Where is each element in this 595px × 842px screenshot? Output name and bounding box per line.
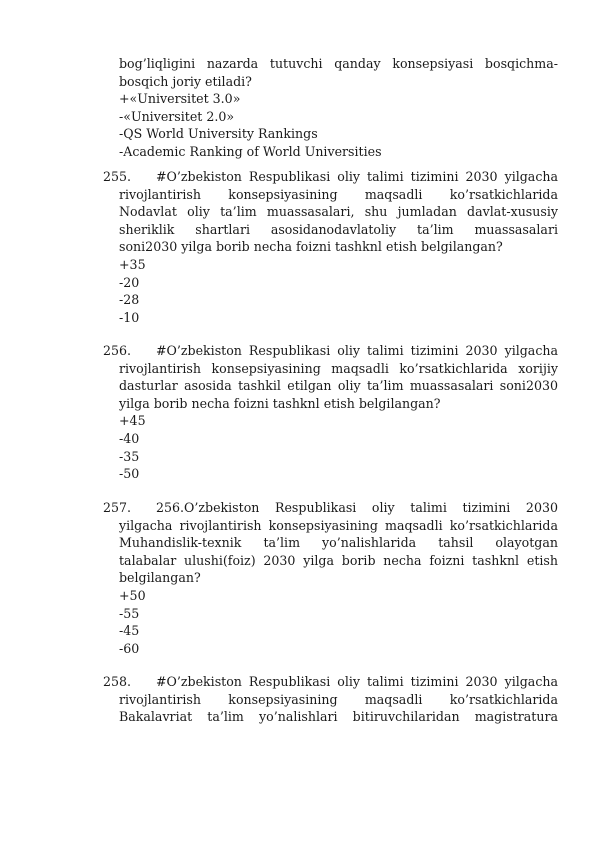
answer-option: -45 [119,623,140,639]
question-text-line: yilgacha rivojlantirish konsepsiyasining maqsadli ko’rsatkichlarida [119,517,558,533]
question-text-line: belgilangan? [119,570,201,586]
question-text-line: dasturlar asosida tashkil etilgan oliy ta’lim muassasalari soni2030 [119,378,558,394]
question-number: 257. [103,500,132,515]
question-text-line: Nodavlat oliy ta’lim muassasalari, shu jumladan davlat-xususiy [119,204,558,220]
answer-option: +45 [119,413,146,429]
answer-option: -Academic Ranking of World Universities [119,144,382,159]
question-text-line: #O’zbekiston Respublikasi oliy talimi tizimini 2030 yilgacha [156,343,558,358]
answer-option: -35 [119,448,140,464]
question-text-line: sheriklik shartlari asosidanodavlatoliy ta’lim muassasalari [119,221,558,237]
answer-option: -28 [119,292,140,308]
answer-option: -10 [119,309,140,325]
question-text-line: bosqich joriy etiladi? [119,73,252,89]
question-text-line: #O’zbekiston Respublikasi oliy talimi tizimini 2030 yilgacha [156,169,558,184]
question-text-line: bog’liqligini nazarda tutuvchi qanday konsepsiyasi bosqichma- [119,56,558,71]
answer-option: -«Universitet 2.0» [119,108,235,124]
question-text-line: talabalar ulushi(foiz) 2030 yilga borib necha foizni tashknl etish [119,552,558,568]
answer-option: -55 [119,605,140,621]
answer-option: +«Universitet 3.0» [119,91,241,107]
question-number: 255. [103,169,132,184]
question-text-line: rivojlantirish konsepsiyasining maqsadli ko’rsatkichlarida [119,186,558,202]
answer-option: -20 [119,274,140,290]
answer-option: -50 [119,466,140,482]
question-text-line: Muhandislik-texnik ta’lim yo’nalishlarida tahsil olayotgan [119,535,558,551]
question-number: 258. [103,674,132,689]
question-text-line: Bakalavriat ta’lim yo’nalishlari bitiruvchilaridan magistratura [119,709,558,725]
question-number: 256. [103,343,132,358]
answer-option: -QS World University Rankings [119,126,318,142]
question-text-line: rivojlantirish konsepsiyasining maqsadli ko’rsatkichlarida [119,691,558,707]
question-text-line: rivojlantirish konsepsiyasining maqsadli ko’rsatkichlarida xorijiy [119,360,558,376]
answer-option: -60 [119,640,140,656]
answer-option: +35 [119,257,146,272]
question-text-line: #O’zbekiston Respublikasi oliy talimi tizimini 2030 yilgacha [156,674,558,689]
question-text-line: soni2030 yilga borib necha foizni tashknl etish belgilangan? [119,239,503,255]
question-text-line: 256.O’zbekiston Respublikasi oliy talimi tizimini 2030 [156,500,558,515]
answer-option: +50 [119,588,146,603]
question-text-line: yilga borib necha foizni tashknl etish belgilangan? [119,395,441,411]
answer-option: -40 [119,431,140,446]
